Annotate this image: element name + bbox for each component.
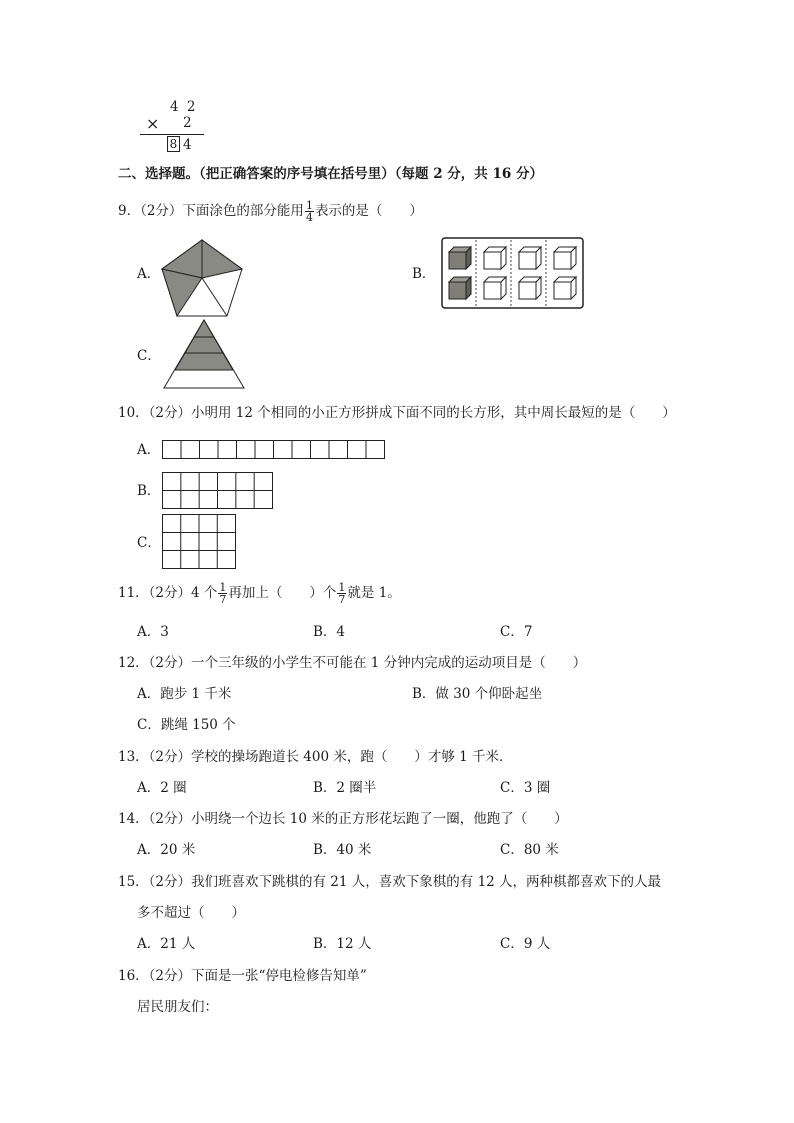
q15-option-c: C．9 人 xyxy=(500,936,551,952)
question-14: 14．（2分）小明绕一个边长 10 米的正方形花坛跑了一圈，他跑了（ ） xyxy=(118,811,568,827)
q14-option-a: A．20 米 xyxy=(137,842,196,858)
question-15: 15．（2分）我们班喜欢下跳棋的有 21 人，喜欢下象棋的有 12 人，两种棋都喜欢下的人最 xyxy=(118,874,662,890)
q10-option-a-label: A． xyxy=(137,442,161,458)
shaded-cube xyxy=(449,277,471,299)
rect-2x6-figure xyxy=(162,472,274,510)
q9-option-b-label: B． xyxy=(412,266,436,282)
q10-option-c-label: C． xyxy=(137,535,161,551)
q10-option-b-label: B． xyxy=(137,483,161,499)
cube xyxy=(484,247,506,269)
calc-times-sign: × xyxy=(146,114,160,133)
cubes-figure xyxy=(441,237,584,309)
q9-frac-num: 1 xyxy=(305,199,313,212)
shaded-cube xyxy=(449,247,471,269)
vertical-multiplication xyxy=(138,98,208,154)
q9-text-pre: 9．（2分）下面涂色的部分能用 xyxy=(118,203,304,219)
question-9 xyxy=(118,200,423,223)
q9-fraction xyxy=(305,200,314,223)
cube xyxy=(484,277,506,299)
q12-option-b: B．做 30 个仰卧起坐 xyxy=(412,686,543,702)
question-13: 13．（2分）学校的操场跑道长 400 米，跑（ ）才够 1 千米． xyxy=(118,749,513,765)
question-12: 12．（2分）一个三年级的小学生不可能在 1 分钟内完成的运动项目是（ ） xyxy=(118,655,587,671)
q14-option-b: B．40 米 xyxy=(313,842,372,858)
cube xyxy=(519,247,541,269)
q13-option-a: A．2 圈 xyxy=(137,780,187,796)
q11-frac1-den: 7 xyxy=(219,593,227,606)
q11-frac2-num: 1 xyxy=(338,581,346,594)
triangle-figure xyxy=(162,318,246,390)
q11-text-mid: 再加上（ ）个 xyxy=(228,585,337,601)
calc-result-last: 4 xyxy=(183,137,192,153)
question-16: 16．（2分）下面是一张“停电检修告知单” xyxy=(118,968,367,984)
calc-top-number: 4 2 xyxy=(170,99,198,115)
q15-option-b: B．12 人 xyxy=(313,936,372,952)
q11-option-c: C．7 xyxy=(500,624,533,640)
cube xyxy=(554,247,576,269)
q13-option-c: C．3 圈 xyxy=(500,780,551,796)
section-title: 二、选择题。（把正确答案的序号填在括号里）（每题 2 分，共 16 分） xyxy=(118,166,543,182)
pentagon-figure xyxy=(160,238,244,318)
question-15-continued: 多不超过（ ） xyxy=(137,905,245,921)
q11-frac1-num: 1 xyxy=(219,581,227,594)
calc-result-box: 8 xyxy=(167,136,180,152)
q9-option-a-label: A． xyxy=(137,266,161,282)
q11-option-a: A．3 xyxy=(137,624,169,640)
q12-option-a: A．跑步 1 千米 xyxy=(137,686,232,702)
q14-option-c: C．80 米 xyxy=(500,842,559,858)
q11-option-b: B．4 xyxy=(313,624,346,640)
q9-option-c-label: C． xyxy=(137,348,161,364)
rect-3x4-figure xyxy=(162,514,237,570)
q15-option-a: A．21 人 xyxy=(137,936,196,952)
question-11 xyxy=(118,582,401,605)
cube xyxy=(519,277,541,299)
q11-fraction-1 xyxy=(218,582,227,605)
q11-text-post: 就是 1。 xyxy=(347,585,401,601)
cube xyxy=(554,277,576,299)
calc-rule-line xyxy=(140,134,204,135)
question-10: 10．（2分）小明用 12 个相同的小正方形拼成下面不同的长方形，其中周长最短的是（ ） xyxy=(118,405,676,421)
q9-frac-den: 4 xyxy=(305,211,313,224)
q11-frac2-den: 7 xyxy=(338,593,346,606)
calc-multiplier: 2 xyxy=(183,115,192,131)
q16-notice-greeting: 居民朋友们： xyxy=(137,999,218,1015)
q12-option-c: C．跳绳 150 个 xyxy=(137,717,236,733)
rect-1x12-figure xyxy=(162,440,386,460)
q9-text-post: 表示的是（ ） xyxy=(314,203,423,219)
q11-text-pre: 11．（2分）4 个 xyxy=(118,585,218,601)
q13-option-b: B．2 圈半 xyxy=(313,780,377,796)
q11-fraction-2 xyxy=(337,582,346,605)
